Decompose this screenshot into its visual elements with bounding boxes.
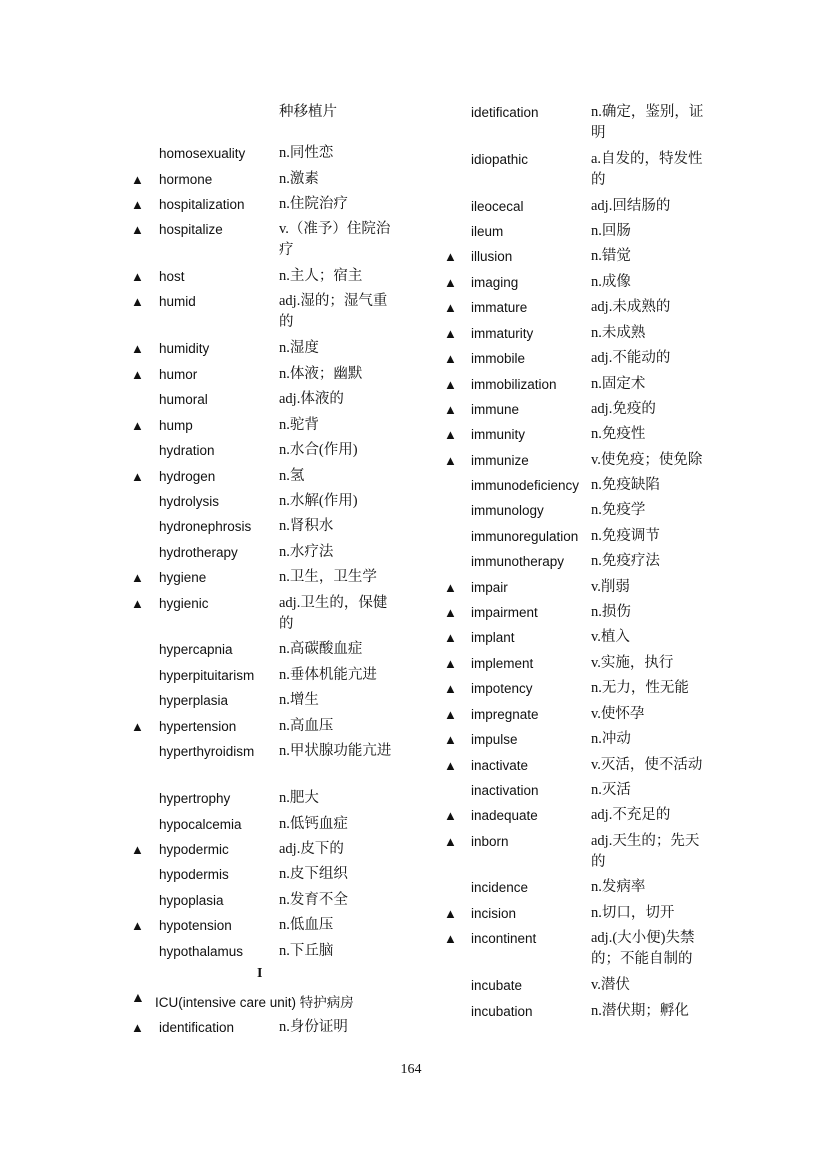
entry-definition: n.肥大 (279, 790, 319, 806)
entry-term: immunoregulation (471, 529, 579, 544)
entry-definition: n.身份证明 (279, 1019, 348, 1035)
entry-definition: v.灭活，使不活动 (591, 757, 703, 773)
entry-definition: n.水合(作用) (279, 442, 358, 458)
entry-term: impairment (471, 605, 538, 620)
entry-definition: adj.皮下的 (279, 841, 344, 857)
entry-term: hormone (159, 172, 213, 187)
triangle-marker-icon: ▲ (444, 351, 457, 366)
entry-definition: n.水疗法 (279, 544, 334, 560)
triangle-marker-icon: ▲ (444, 758, 457, 773)
entry-term: hydration (159, 443, 215, 458)
entry-term: incision (471, 906, 517, 921)
entry-definition: adj.天生的；先天的 (591, 833, 700, 870)
entry-definition: n.低血压 (279, 917, 334, 933)
entry-definition: adj.未成熟的 (591, 299, 671, 315)
entry-term: implement (471, 656, 534, 671)
continuation-def: 种移植片 (279, 104, 337, 120)
entry-term: ileum (471, 224, 504, 239)
entry-term: hydrotherapy (159, 545, 238, 560)
triangle-marker-icon: ▲ (131, 172, 144, 187)
entry-definition: n.免疫调节 (591, 528, 660, 544)
entry-term: hyperpituitarism (159, 668, 255, 683)
entry-definition: n.损伤 (591, 604, 631, 620)
entry-definition: n.驼背 (279, 417, 319, 433)
entry-definition: n.卫生，卫生学 (279, 569, 377, 585)
entry-term: hypertrophy (159, 791, 231, 806)
page-number: 164 (400, 1062, 422, 1077)
entry-definition: n.垂体机能亢进 (279, 667, 377, 683)
entry-definition: n.体液；幽默 (279, 366, 363, 382)
entry-definition: n.成像 (591, 274, 631, 290)
triangle-marker-icon: ▲ (444, 931, 457, 946)
entry-term: hydronephrosis (159, 519, 252, 534)
triangle-marker-icon: ▲ (444, 377, 457, 392)
entry-term: idiopathic (471, 152, 529, 167)
entry-term: hypotension (159, 918, 232, 933)
entry-term: incidence (471, 880, 529, 895)
triangle-marker-icon: ▲ (444, 681, 457, 696)
entry-definition: n.主人；宿主 (279, 268, 363, 284)
entry-definition: n.氢 (279, 468, 305, 484)
entry-definition: n.潜伏期；孵化 (591, 1003, 689, 1019)
entry-definition: adj.湿的；湿气重的 (279, 293, 388, 330)
triangle-marker-icon: ▲ (131, 719, 144, 734)
triangle-marker-icon: ▲ (444, 707, 457, 722)
entry-term: hypodermic (159, 842, 229, 857)
entry-definition: n.发育不全 (279, 892, 348, 908)
triangle-marker-icon: ▲ (131, 570, 144, 585)
triangle-marker-icon: ▲ (444, 326, 457, 341)
entry-definition: n.错觉 (591, 248, 631, 264)
entry-definition: n.发病率 (591, 879, 646, 895)
entry-term: immobilization (471, 377, 557, 392)
entry-definition: n.甲状腺功能亢进 (279, 743, 392, 759)
triangle-marker-icon: ▲ (131, 596, 144, 611)
entry-definition: v.潜伏 (591, 977, 630, 993)
entry-definition: v.植入 (591, 629, 630, 645)
entry-definition: n.水解(作用) (279, 493, 358, 509)
entry-term: imaging (471, 275, 519, 290)
entry-definition: v.削弱 (591, 579, 630, 595)
entry-definition: n.免疫缺陷 (591, 477, 660, 493)
entry-term: incubation (471, 1004, 533, 1019)
entry-definition: n.同性恋 (279, 145, 334, 161)
triangle-marker-icon: ▲ (131, 918, 144, 933)
entry-term: hydrolysis (159, 494, 220, 509)
entry-definition: n.肾积水 (279, 518, 334, 534)
entry-definition: adj.(大小便)失禁的；不能自制的 (591, 930, 695, 967)
entry-term: immaturity (471, 326, 534, 341)
entry-term: hyperplasia (159, 693, 229, 708)
entry-definition: adj.卫生的，保健的 (279, 595, 388, 632)
entry-term: hyperthyroidism (159, 744, 255, 759)
icu-text: ICU(intensive care unit) 特护病房 (155, 995, 354, 1010)
entry-definition: n.高血压 (279, 718, 334, 734)
entry-definition: adj.回结肠的 (591, 198, 671, 214)
entry-definition: n.皮下组织 (279, 866, 348, 882)
entry-definition: n.免疫学 (591, 502, 646, 518)
entry-term: hypodermis (159, 867, 229, 882)
triangle-marker-icon: ▲ (444, 630, 457, 645)
triangle-marker-icon: ▲ (131, 842, 144, 857)
entry-term: hygienic (159, 596, 209, 611)
entry-definition: n.回肠 (591, 223, 631, 239)
entry-definition: adj.不能动的 (591, 350, 671, 366)
triangle-marker-icon: ▲ (131, 222, 144, 237)
entry-term: inborn (471, 834, 509, 849)
entry-definition: v.使免疫；使免除 (591, 452, 703, 468)
entry-term: identification (159, 1020, 235, 1035)
entry-term: hypertension (159, 719, 237, 734)
triangle-marker-icon: ▲ (131, 367, 144, 382)
entry-definition: adj.体液的 (279, 391, 344, 407)
entry-term: host (159, 269, 185, 284)
entry-definition: v.实施，执行 (591, 655, 674, 671)
triangle-marker-icon: ▲ (131, 197, 144, 212)
entry-term: immunity (471, 427, 526, 442)
entry-definition: n.免疫疗法 (591, 553, 660, 569)
entry-definition: n.增生 (279, 692, 319, 708)
section-letter: I (257, 966, 263, 981)
triangle-marker-icon: ▲ (444, 656, 457, 671)
entry-term: impotency (471, 681, 533, 696)
entry-term: idetification (471, 105, 539, 120)
entry-term: immobile (471, 351, 526, 366)
entry-term: immunotherapy (471, 554, 565, 569)
triangle-marker-icon: ▲ (131, 341, 144, 356)
entry-term: hospitalization (159, 197, 245, 212)
entry-term: homosexuality (159, 146, 246, 161)
entry-term: ileocecal (471, 199, 524, 214)
triangle-marker-icon: ▲ (131, 418, 144, 433)
triangle-marker-icon: ▲ (131, 1020, 144, 1035)
entry-term: hygiene (159, 570, 207, 585)
triangle-marker-icon: ▲ (444, 275, 457, 290)
triangle-marker-icon: ▲ (444, 906, 457, 921)
triangle-marker-icon: ▲ (444, 834, 457, 849)
entry-term: immunodeficiency (471, 478, 580, 493)
entry-definition: n.高碳酸血症 (279, 641, 363, 657)
entry-term: hypercapnia (159, 642, 233, 657)
entry-definition: n.冲动 (591, 731, 631, 747)
entry-definition: n.免疫性 (591, 426, 646, 442)
entry-term: implant (471, 630, 515, 645)
entry-definition: adj.不充足的 (591, 807, 671, 823)
triangle-marker-icon: ▲ (131, 269, 144, 284)
entry-definition: n.确定，鉴别，证明 (591, 104, 704, 141)
entry-term: inadequate (471, 808, 538, 823)
entry-definition: n.低钙血症 (279, 816, 348, 832)
triangle-marker-icon: ▲ (444, 427, 457, 442)
triangle-marker-icon: ▲ (444, 402, 457, 417)
entry-term: incontinent (471, 931, 537, 946)
entry-term: immune (471, 402, 520, 417)
entry-term: illusion (471, 249, 513, 264)
entry-definition: v.（准予）住院治疗 (279, 221, 391, 258)
entry-term: impregnate (471, 707, 539, 722)
entry-term: humid (159, 294, 196, 309)
entry-definition: n.无力，性无能 (591, 680, 689, 696)
entry-term: immature (471, 300, 528, 315)
entry-definition: n.固定术 (591, 376, 646, 392)
triangle-marker-icon: ▲ (131, 991, 145, 1006)
entry-definition: n.切口，切开 (591, 905, 675, 921)
entry-term: inactivation (471, 783, 539, 798)
entry-definition: n.灭活 (591, 782, 631, 798)
entry-definition: n.激素 (279, 171, 319, 187)
entry-term: immunize (471, 453, 529, 468)
entry-definition: n.下丘脑 (279, 943, 334, 959)
entry-definition: adj.免疫的 (591, 401, 656, 417)
entry-term: impulse (471, 732, 518, 747)
entry-definition: n.未成熟 (591, 325, 646, 341)
triangle-marker-icon: ▲ (444, 605, 457, 620)
entry-term: humidity (159, 341, 210, 356)
entry-term: impair (471, 580, 508, 595)
entry-definition: a.自发的，特发性的 (591, 151, 703, 188)
entry-term: hydrogen (159, 469, 216, 484)
entry-definition: v.使怀孕 (591, 706, 645, 722)
entry-term: humor (159, 367, 198, 382)
entry-term: hypoplasia (159, 893, 224, 908)
entry-term: hypocalcemia (159, 817, 242, 832)
entry-term: immunology (471, 503, 544, 518)
triangle-marker-icon: ▲ (444, 732, 457, 747)
triangle-marker-icon: ▲ (444, 808, 457, 823)
entry-term: hump (159, 418, 193, 433)
entry-term: humoral (159, 392, 208, 407)
triangle-marker-icon: ▲ (131, 469, 144, 484)
entry-definition: n.住院治疗 (279, 196, 348, 212)
entry-definition: n.湿度 (279, 340, 319, 356)
triangle-marker-icon: ▲ (131, 294, 144, 309)
entry-term: hospitalize (159, 222, 223, 237)
triangle-marker-icon: ▲ (444, 453, 457, 468)
entry-term: inactivate (471, 758, 529, 773)
entry-term: hypothalamus (159, 944, 244, 959)
triangle-marker-icon: ▲ (444, 580, 457, 595)
entry-term: incubate (471, 978, 523, 993)
triangle-marker-icon: ▲ (444, 300, 457, 315)
triangle-marker-icon: ▲ (444, 249, 457, 264)
